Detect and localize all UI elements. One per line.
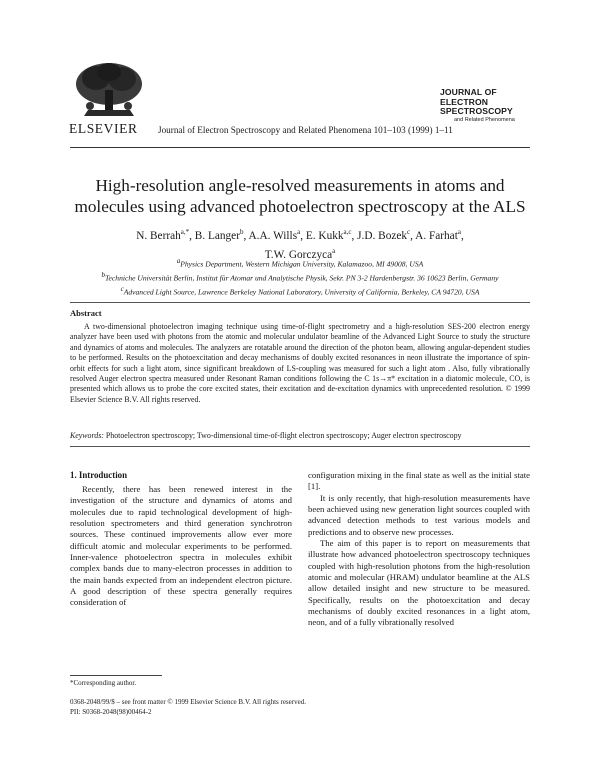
paragraph: It is only recently, that high-resolution measurements have been achieved using new generation light sources coupled with advanced detection methods to test various models and predictions and to observe new processes.: [308, 492, 530, 537]
author: A. Farhat$^a$: [415, 228, 461, 242]
author: B. Langer$^b$: [194, 228, 244, 242]
journal-logo-line-1: JOURNAL OF: [440, 87, 497, 97]
abstract-text: A two-dimensional photoelectron imaging technique using time-of-flight spectrometry and a high-resolution SES-200 electron energy analyzer have been used with photons from the atomic and molecular undulator beamline of the Advanced Light Source to study the structure and dynamics of atoms and molecules. The analyzers are rotatable around the direction of the photon beam, allowing angular-dependent studies to be performed. Results on the photoexcitation and decay mechanisms of doubly excited resonances in neon illustrate the importance of spin-orbit effects for such a light atom, since significant breakdown of LS-coupling was measured for such a light atom . Also, fully vibrationally resolved Auger electron spectra measured under Resonant Raman conditions following the C 1s→π* excitation in a diatomic molecule, CO, is presented which allows us to probe the core excited states, their excitation and de-excitation dynamics with unprecedented resolution. © 1999 Elsevier Science B.V. All rights reserved.: [70, 322, 530, 404]
pii-line: PII: S0368-2048(98)00464-2: [70, 707, 152, 716]
elsevier-tree-logo: [70, 60, 148, 120]
author: N. Berrah$^{a,*}$: [136, 228, 190, 242]
copyright-block: [70, 698, 306, 717]
footnote-rule: [70, 675, 162, 676]
author: A.A. Wills$^a$: [248, 228, 301, 242]
right-column: [308, 470, 530, 629]
affiliation: $^b$Techniche Universität Berlin, Institut für Atomar und Analytische Physik, Sekr. PN 3-2 Hardenbergstr. 36 10623 Berlin, Germany: [101, 271, 499, 283]
abstract-top-rule: [70, 302, 530, 303]
affiliations: [60, 256, 540, 298]
paragraph: The aim of this paper is to report on measurements that illustrate how advanced photoelectron spectroscopy techniques coupled with high-resolution photons from the high-resolution atomic and molecular (HRAM) undulator beamline at the ALS allow detailed insight and new structure to be measured. Specifically, results on the photoexcitation and decay mechanisms of doubly excited resonances in a light atom, neon, and of a fully vibrationally resolved: [308, 538, 530, 628]
keywords-label: Keywords:: [70, 431, 104, 440]
paragraph: configuration mixing in the final state as well as the initial state [1].: [308, 470, 530, 492]
title-line-1: High-resolution angle-resolved measurements in atoms and: [95, 176, 505, 195]
abstract-bottom-rule: [70, 446, 530, 447]
abstract-heading: Abstract: [70, 308, 102, 318]
author-list: N. Berrah$^{a,*}$, B. Langer$^b$, A.A. Wills$^a$, E. Kukk$^{a,c}$, J.D. Bozek$^c$, A. Farhat$^a$, T.W. Gorczyca$^a$: [136, 228, 464, 261]
section-heading-introduction: 1. Introduction: [70, 470, 128, 480]
footnote-corresponding-author: *Corresponding author.: [70, 679, 137, 687]
journal-reference: Journal of Electron Spectroscopy and Related Phenomena 101–103 (1999) 1–11: [158, 125, 453, 135]
affiliation: $^a$Physics Department, Western Michigan University, Kalamazoo, MI 49008, USA: [176, 257, 424, 269]
journal-logo-line-2: ELECTRON SPECTROSCOPY: [440, 96, 513, 116]
title-line-2: molecules using advanced photoelectron spectroscopy at the ALS: [74, 197, 526, 216]
article-title: [60, 175, 540, 217]
keywords-list: Photoelectron spectroscopy; Two-dimensional time-of-flight electron spectroscopy; Auger electron spectroscopy: [105, 431, 462, 440]
header-rule: [70, 147, 530, 148]
paragraph: Recently, there has been renewed interest in the investigation of the structure and dynamics of atoms and molecules due to rapid technological development of high-resolution spectrometers and third generation synchrotron sources. These continued improvements allow ever more difficult atomic and molecular experiments to be performed. Inner-valence photoelectron spectra in molecules exhibit complex bands due to many-electron processes in addition to the main bands expected from an independent electron picture. A good description of these spectra generally requires consideration of: [70, 484, 292, 608]
journal-logo: [440, 88, 540, 123]
journal-logo-subtitle: and Related Phenomena: [454, 116, 515, 123]
keywords: [70, 431, 530, 441]
affiliation: $^c$Advanced Light Source, Lawrence Berkeley National Laboratory, University of California, Berkeley, CA 94720, USA: [120, 285, 480, 297]
left-column: [70, 484, 292, 609]
author: J.D. Bozek$^c$: [357, 228, 411, 242]
publisher-name: ELSEVIER: [69, 121, 138, 136]
issn-line: 0368-2048/99/$ – see front matter © 1999 Elsevier Science B.V. All rights reserved.: [70, 698, 306, 706]
author: T.W. Gorczyca$^a$: [264, 246, 336, 261]
author: E. Kukk$^{a,c}$: [305, 228, 352, 242]
